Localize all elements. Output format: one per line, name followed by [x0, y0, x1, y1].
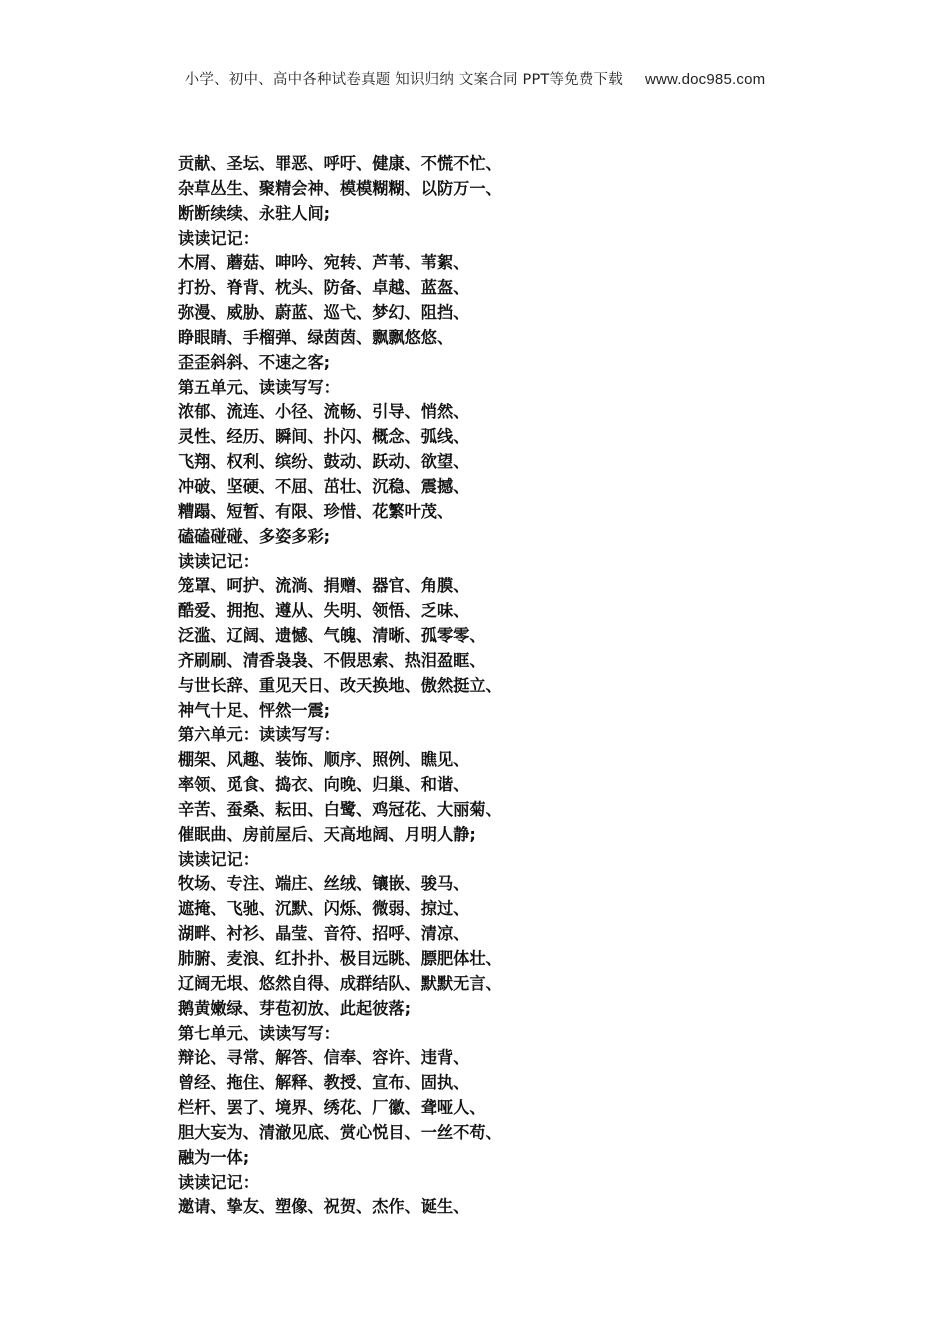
- vocabulary-list: [178, 152, 878, 1220]
- text-line: 泛滥、辽阔、遗憾、气魄、清晰、孤零零、: [178, 626, 486, 646]
- text-line: 辽阔无垠、悠然自得、成群结队、默默无言、: [178, 973, 502, 993]
- text-line: 与世长辞、重见天日、改天换地、傲然挺立、: [178, 675, 502, 695]
- text-line: 催眠曲、房前屋后、天高地阔、月明人静;: [178, 824, 476, 844]
- text-line: 辛苦、蚕桑、耘田、白鹭、鸡冠花、大丽菊、: [178, 799, 502, 819]
- text-line: 贡献、圣坛、罪恶、呼吁、健康、不慌不忙、: [178, 154, 502, 173]
- text-line: 齐刷刷、清香袅袅、不假思索、热泪盈眶、: [178, 650, 486, 670]
- text-line: 飞翔、权利、缤纷、鼓动、跃动、欲望、: [178, 452, 470, 472]
- section-heading: 读读记记：: [178, 551, 259, 571]
- text-line: 邀请、挚友、塑像、祝贺、杰作、诞生、: [178, 1197, 470, 1217]
- text-line: 胆大妄为、清澈见底、赏心悦目、一丝不苟、: [178, 1122, 502, 1142]
- text-line: 棚架、风趣、装饰、顺序、照例、瞧见、: [178, 750, 470, 770]
- section-heading: 第五单元、读读写写：: [178, 377, 340, 397]
- text-line: 曾经、拖住、解释、教授、宣布、固执、: [178, 1073, 470, 1093]
- text-line: 融为一体;: [178, 1147, 250, 1167]
- text-line: 断断续续、永驻人间;: [178, 203, 331, 223]
- text-line: 灵性、经历、瞬间、扑闪、概念、弧线、: [178, 427, 470, 447]
- text-line: 笼罩、呵护、流淌、捐赠、器官、角膜、: [178, 576, 470, 596]
- section-heading: 读读记记：: [178, 849, 259, 869]
- text-line: 磕磕碰碰、多姿多彩;: [178, 526, 331, 546]
- text-line: 睁眼睛、手榴弹、绿茵茵、飘飘悠悠、: [178, 327, 454, 347]
- header-text: 小学、初中、高中各种试卷真题 知识归纳 文案合同 PPT等免费下载: [184, 72, 623, 88]
- text-line: 冲破、坚硬、不屈、茁壮、沉稳、震撼、: [178, 476, 470, 496]
- text-line: 湖畔、衬衫、晶莹、音符、招呼、清凉、: [178, 924, 470, 944]
- section-heading: 第七单元、读读写写：: [178, 1023, 340, 1043]
- text-line: 遮掩、飞驰、沉默、闪烁、微弱、掠过、: [178, 899, 470, 919]
- text-line: 糟蹋、短暂、有限、珍惜、花繁叶茂、: [178, 501, 454, 521]
- text-line: 牧场、专注、端庄、丝绒、镶嵌、骏马、: [178, 874, 470, 894]
- section-heading: 第六单元：读读写写：: [178, 725, 340, 745]
- text-line: 神气十足、怦然一震;: [178, 700, 331, 720]
- text-line: 浓郁、流连、小径、流畅、引导、悄然、: [178, 402, 470, 422]
- text-line: 酷爱、拥抱、遵从、失明、领悟、乏味、: [178, 601, 470, 621]
- text-line: 肺腑、麦浪、红扑扑、极目远眺、膘肥体壮、: [178, 949, 502, 968]
- text-line: 率领、觅食、捣衣、向晚、归巢、和谐、: [178, 775, 470, 795]
- header-site-url[interactable]: www.doc985.com: [644, 71, 766, 88]
- text-line: 杂草丛生、聚精会神、模模糊糊、以防万一、: [178, 178, 502, 198]
- text-line: 歪歪斜斜、不速之客;: [178, 352, 331, 372]
- text-line: 鹅黄嫩绿、芽苞初放、此起彼落;: [178, 998, 412, 1018]
- text-line: 弥漫、威胁、蔚蓝、巡弋、梦幻、阻挡、: [178, 303, 470, 323]
- text-line: 打扮、脊背、枕头、防备、卓越、蓝盔、: [178, 278, 470, 298]
- text-line: 辩论、寻常、解答、信奉、容许、违背、: [178, 1048, 470, 1068]
- page-header: [0, 68, 950, 89]
- section-heading: 读读记记：: [178, 228, 259, 248]
- text-line: 栏杆、罢了、境界、绣花、厂徽、聋哑人、: [178, 1098, 486, 1118]
- section-heading: 读读记记：: [178, 1172, 259, 1192]
- text-line: 木屑、蘑菇、呻吟、宛转、芦苇、苇絮、: [178, 253, 470, 273]
